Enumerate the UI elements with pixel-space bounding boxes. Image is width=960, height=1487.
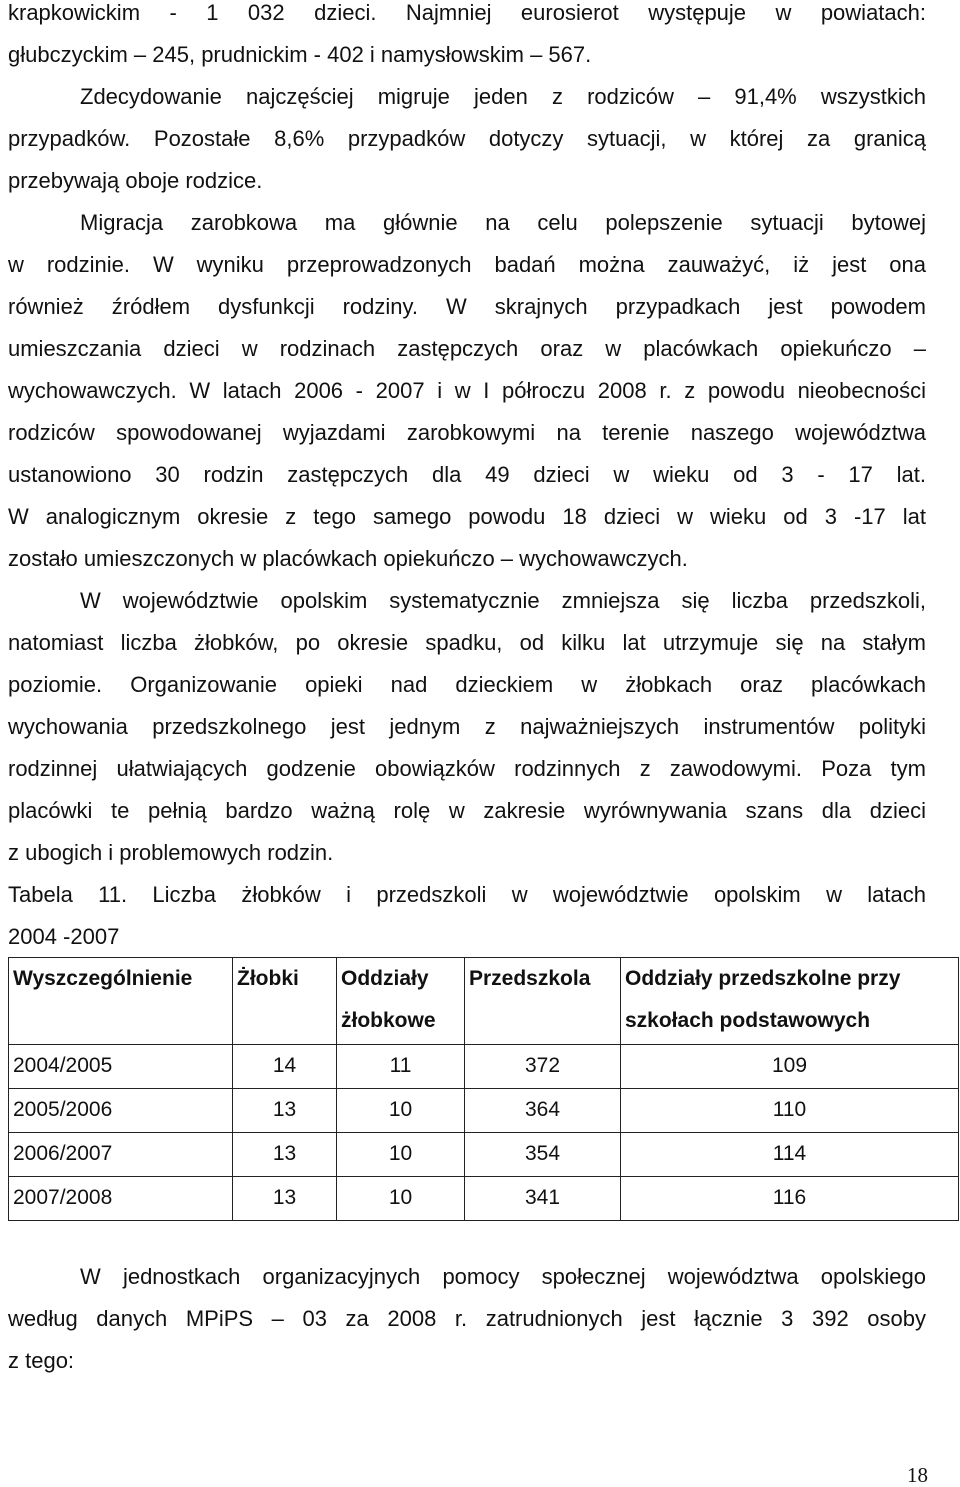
text-line: głubczyckim – 245, prudnickim - 402 i namysłowskim – 567. — [8, 42, 592, 67]
header-label: Oddziały przedszkolne przy — [625, 967, 901, 990]
text-line: W województwie opolskim systematycznie zmniejsza się liczba przedszkoli, — [80, 588, 926, 613]
header-cell — [9, 958, 233, 1045]
header-cell — [621, 958, 959, 1045]
header-label: Oddziały — [341, 967, 429, 990]
cell-zlobki: 13 — [233, 1132, 337, 1176]
text-line: W jednostkach organizacyjnych pomocy społecznej województwa opolskiego — [80, 1264, 926, 1289]
text-line: z tego: — [8, 1348, 75, 1373]
data-table — [8, 957, 959, 1221]
text-line: wychowawczych. W latach 2006 - 2007 i w I półroczu 2008 r. z powodu nieobecności — [8, 378, 926, 403]
cell-zlobki: 13 — [233, 1088, 337, 1132]
text-line: ustanowiono 30 rodzin zastępczych dla 49 dzieci w wieku od 3 - 17 lat. — [8, 462, 926, 487]
text-line: umieszczania dzieci w rodzinach zastępczych oraz w placówkach opiekuńczo – — [8, 336, 926, 361]
page-number: 18 — [907, 1463, 928, 1487]
cell-przedszkola: 354 — [465, 1132, 621, 1176]
text-line: rodzinnej ułatwiających godzenie obowiązków rodzinnych z zawodowymi. Poza tym — [8, 756, 926, 781]
cell-oddzialy-zlobkowe: 10 — [337, 1176, 465, 1220]
cell-oddzialy-zlobkowe: 10 — [337, 1132, 465, 1176]
text-line: w rodzinie. W wyniku przeprowadzonych badań można zauważyć, iż jest ona — [8, 252, 926, 277]
text-line: Migracja zarobkowa ma głównie na celu polepszenie sytuacji bytowej — [80, 210, 926, 235]
text-line: również źródłem dysfunkcji rodziny. W skrajnych przypadkach jest powodem — [8, 294, 926, 319]
header-label: szkołach podstawowych — [625, 1009, 871, 1032]
header-label: Wyszczególnienie — [13, 967, 193, 990]
table-row — [9, 1176, 959, 1220]
header-cell — [337, 958, 465, 1045]
table-row — [9, 1044, 959, 1088]
table-row — [9, 1132, 959, 1176]
text-line: krapkowickim - 1 032 dzieci. Najmniej eurosierot występuje w powiatach: — [8, 0, 926, 25]
cell-przedszkola: 364 — [465, 1088, 621, 1132]
text-line: placówki te pełnią bardzo ważną rolę w zakresie wyrównywania szans dla dzieci — [8, 798, 926, 823]
header-label: Żłobki — [237, 967, 299, 990]
text-line: rodziców spowodowanej wyjazdami zarobkowymi na terenie naszego województwa — [8, 420, 926, 445]
text-line: z ubogich i problemowych rodzin. — [8, 840, 334, 865]
text-line: zostało umieszczonych w placówkach opiekuńczo – wychowawczych. — [8, 546, 688, 571]
text-line: wychowania przedszkolnego jest jednym z najważniejszych instrumentów polityki — [8, 714, 926, 739]
header-label: żłobkowe — [341, 1009, 436, 1032]
cell-oddzialy-zlobkowe: 10 — [337, 1088, 465, 1132]
cell-period: 2007/2008 — [9, 1176, 233, 1220]
text-line: przebywają oboje rodzice. — [8, 168, 263, 193]
header-cell — [465, 958, 621, 1045]
header-cell — [233, 958, 337, 1045]
cell-oddzialy-przedszkolne: 109 — [621, 1044, 959, 1088]
table-row — [9, 1088, 959, 1132]
cell-zlobki: 13 — [233, 1176, 337, 1220]
table-caption: Tabela 11. Liczba żłobków i przedszkoli w województwie opolskim w latach — [8, 882, 926, 907]
cell-oddzialy-przedszkolne: 114 — [621, 1132, 959, 1176]
cell-oddzialy-przedszkolne: 116 — [621, 1176, 959, 1220]
table-header-row — [9, 958, 959, 1045]
cell-przedszkola: 341 — [465, 1176, 621, 1220]
text-line: przypadków. Pozostałe 8,6% przypadków dotyczy sytuacji, w której za granicą — [8, 126, 926, 151]
cell-zlobki: 14 — [233, 1044, 337, 1088]
text-line: według danych MPiPS – 03 za 2008 r. zatrudnionych jest łącznie 3 392 osoby — [8, 1306, 926, 1331]
cell-oddzialy-zlobkowe: 11 — [337, 1044, 465, 1088]
table-caption: 2004 -2007 — [8, 924, 120, 949]
text-line: poziomie. Organizowanie opieki nad dzieckiem w żłobkach oraz placówkach — [8, 672, 926, 697]
cell-period: 2004/2005 — [9, 1044, 233, 1088]
cell-period: 2006/2007 — [9, 1132, 233, 1176]
cell-przedszkola: 372 — [465, 1044, 621, 1088]
text-line: Zdecydowanie najczęściej migruje jeden z rodziców – 91,4% wszystkich — [80, 84, 926, 109]
header-label: Przedszkola — [469, 967, 591, 990]
text-line: W analogicznym okresie z tego samego powodu 18 dzieci w wieku od 3 -17 lat — [8, 504, 926, 529]
cell-period: 2005/2006 — [9, 1088, 233, 1132]
text-line: natomiast liczba żłobków, po okresie spadku, od kilku lat utrzymuje się na stałym — [8, 630, 926, 655]
cell-oddzialy-przedszkolne: 110 — [621, 1088, 959, 1132]
